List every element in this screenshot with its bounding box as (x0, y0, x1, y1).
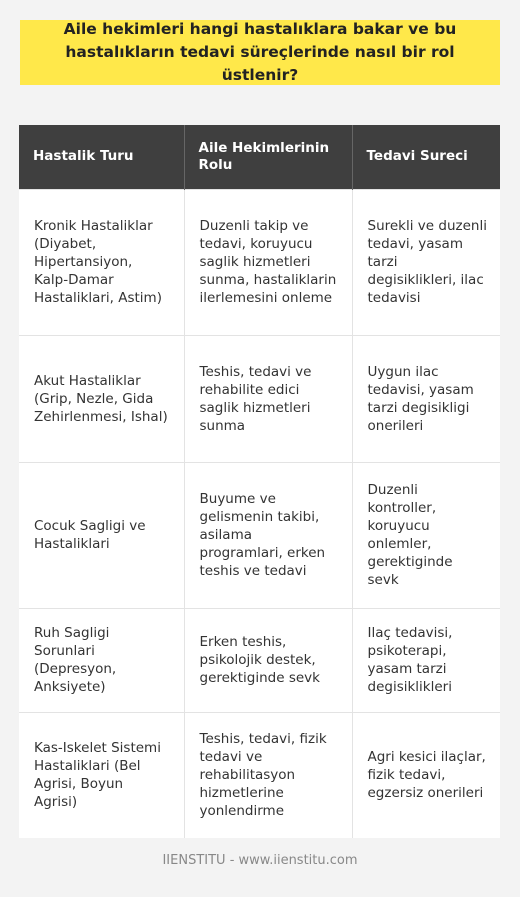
footer-credit: IIENSTITU - www.iienstitu.com (162, 853, 358, 868)
table-row (19, 189, 500, 335)
doctor-role-cell: Erken teshis, psikolojik destek, gerektiginde sevk (184, 608, 352, 712)
disease-type-cell: Kronik Hastaliklar (Diyabet, Hipertansiyon, Kalp-Damar Hastaliklari, Astim) (19, 189, 184, 335)
treatment-process-cell: Ilaç tedavisi, psikoterapi, yasam tarzi degisiklikleri (352, 608, 500, 712)
disease-type-cell: Cocuk Sagligi ve Hastaliklari (19, 462, 184, 608)
doctor-role-cell: Teshis, tedavi, fizik tedavi ve rehabilitasyon hizmetlerine yonlendirme (184, 712, 352, 838)
column-header-doctor-role: Aile Hekimlerinin Rolu (184, 125, 352, 189)
column-header-disease-type: Hastalik Turu (19, 125, 184, 189)
doctor-role-cell: Duzenli takip ve tedavi, koruyucu saglik hizmetleri sunma, hastaliklarin ilerlemesini onleme (184, 189, 352, 335)
page-title: Aile hekimleri hangi hastalıklara bakar ve bu hastalıkların tedavi süreçlerinde nasıl bir rol üstlenir? (20, 20, 500, 85)
treatment-process-cell: Duzenli kontroller, koruyucu onlemler, gerektiginde sevk (352, 462, 500, 608)
disease-type-cell: Ruh Sagligi Sorunlari (Depresyon, Anksiyete) (19, 608, 184, 712)
table-row (19, 335, 500, 462)
column-header-treatment-process: Tedavi Sureci (352, 125, 500, 189)
disease-type-cell: Akut Hastaliklar (Grip, Nezle, Gida Zehirlenmesi, Ishal) (19, 335, 184, 462)
table-row (19, 462, 500, 608)
table-row (19, 608, 500, 712)
doctor-role-cell: Buyume ve gelismenin takibi, asilama programlari, erken teshis ve tedavi (184, 462, 352, 608)
disease-table (19, 125, 500, 838)
disease-type-cell: Kas-Iskelet Sistemi Hastaliklari (Bel Agrisi, Boyun Agrisi) (19, 712, 184, 838)
table-header-row (19, 125, 500, 189)
treatment-process-cell: Surekli ve duzenli tedavi, yasam tarzi degisiklikleri, ilac tedavisi (352, 189, 500, 335)
treatment-process-cell: Agri kesici ilaçlar, fizik tedavi, egzersiz onerileri (352, 712, 500, 838)
treatment-process-cell: Uygun ilac tedavisi, yasam tarzi degisikligi onerileri (352, 335, 500, 462)
doctor-role-cell: Teshis, tedavi ve rehabilite edici saglik hizmetleri sunma (184, 335, 352, 462)
table-row (19, 712, 500, 838)
